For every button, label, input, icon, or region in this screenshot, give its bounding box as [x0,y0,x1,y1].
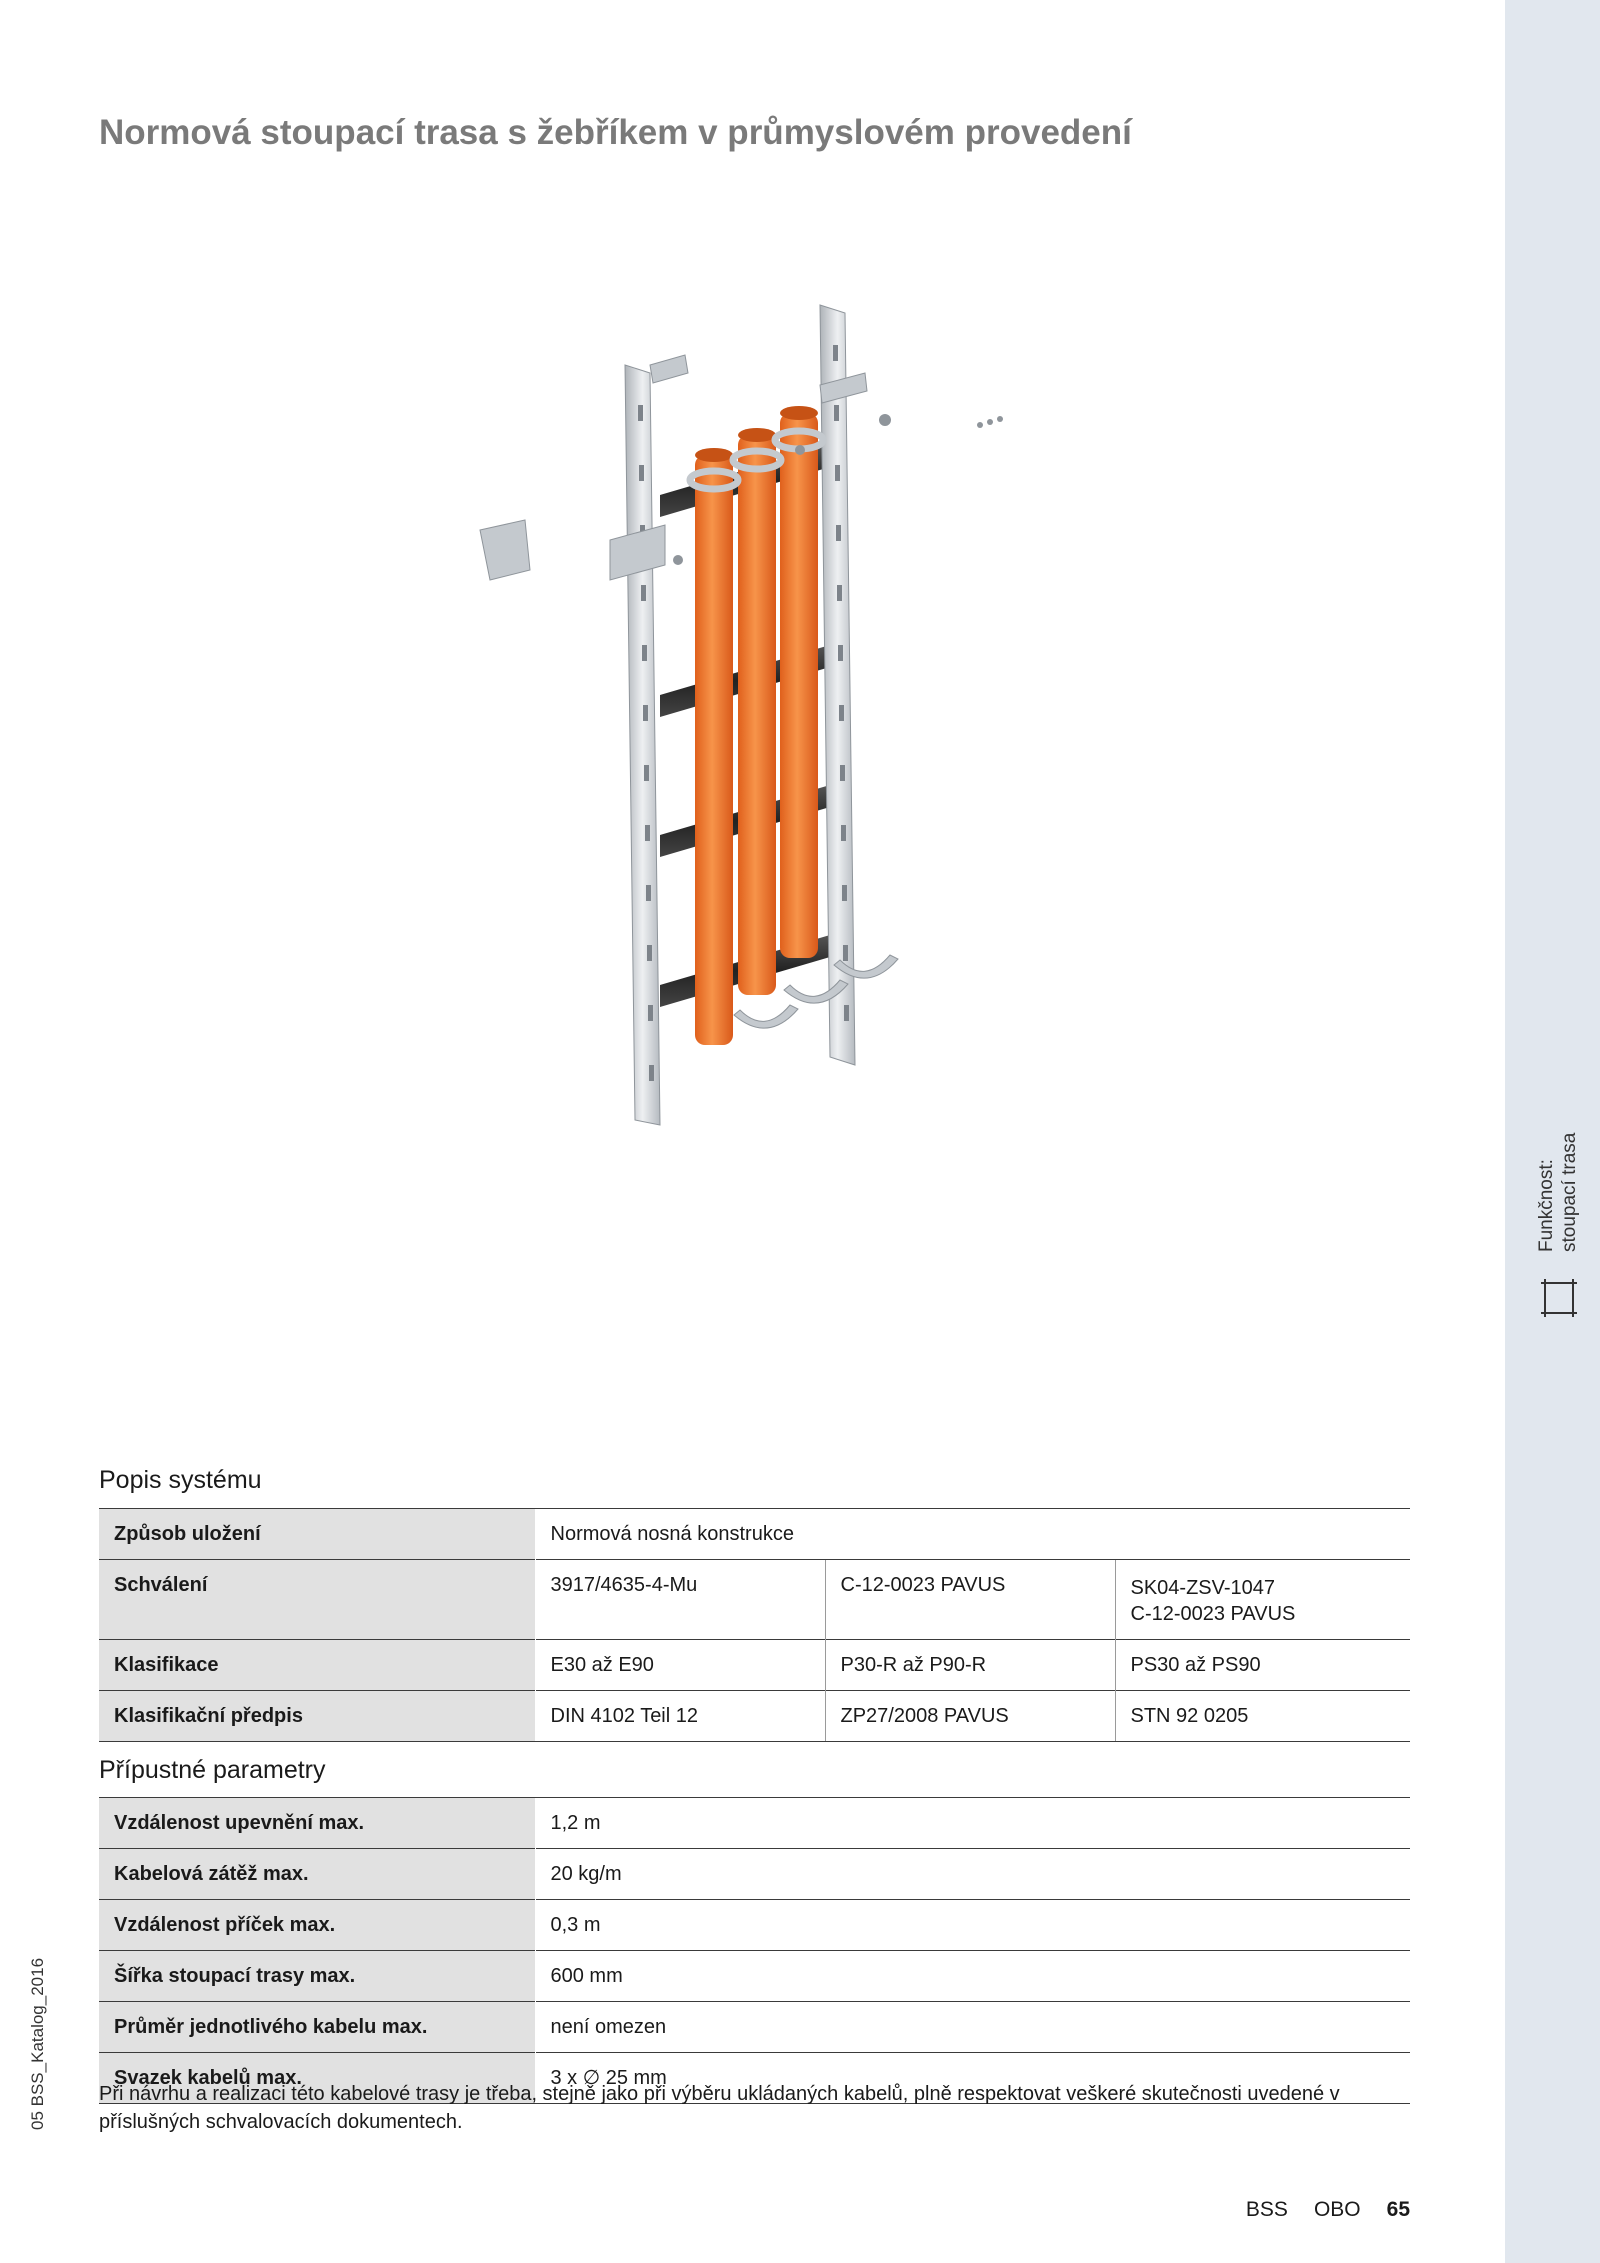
row-value: C-12-0023 PAVUS [825,1560,1115,1640]
row-value: STN 92 0205 [1115,1691,1410,1742]
param-value: 0,3 m [535,1900,1410,1951]
row-value: Normová nosná konstrukce [535,1509,1410,1560]
row-value: P30-R až P90-R [825,1640,1115,1691]
ladder-icon [1537,1275,1583,1321]
param-label: Průměr jednotlivého kabelu max. [99,2002,535,2053]
param-label: Svazek kabelů max. [99,2053,535,2104]
row-value: ZP27/2008 PAVUS [825,1691,1115,1742]
row-label: Schválení [99,1560,535,1640]
row-label: Způsob uložení [99,1509,535,1560]
table-row [99,1900,1410,1951]
system-description-table [99,1508,1410,1742]
row-label: Klasifikace [99,1640,535,1691]
riser-ladder-illustration [470,295,1010,1155]
param-label: Šířka stoupací trasy max. [99,1951,535,2002]
brand-bss: BSS [1245,2198,1288,2221]
row-value: SK04-ZSV-1047 C-12-0023 PAVUS [1115,1560,1410,1640]
side-function-label [1535,1012,1581,1252]
table-row [99,1560,1410,1640]
page-number: 65 [1386,2198,1410,2221]
param-value: 3 x ∅ 25 mm [535,2053,1410,2104]
catalog-code: 05 BSS_Katalog_2016 [28,1957,47,2130]
table-row [99,1509,1410,1560]
param-value: 600 mm [535,1951,1410,2002]
table-row [99,1951,1410,2002]
param-label: Kabelová zátěž max. [99,1849,535,1900]
table-row [99,1691,1410,1742]
brand-obo: OBO [1313,2198,1361,2221]
param-value: 20 kg/m [535,1849,1410,1900]
param-label: Vzdálenost upevnění max. [99,1798,535,1849]
orange-conduits [695,406,818,1045]
side-label-line2: stoupací trasa [1559,1132,1580,1252]
installation-note: Při návrhu a realizaci této kabelové trasy je třeba, stejně jako při výběru ukládaných kabelů, plně respektovat veškeré skutečnosti uvedené v příslušných schvalovacích dokumentech. [99,2083,1340,2133]
allowed-parameters-heading: Přípustné parametry [99,1756,326,1784]
page-title: Normová stoupací trasa s žebříkem v průmyslovém provedení [99,113,1132,152]
table-row [99,1798,1410,1849]
row-value: 3917/4635-4-Mu [535,1560,825,1640]
allowed-parameters-table [99,1797,1410,2104]
row-value: DIN 4102 Teil 12 [535,1691,825,1742]
param-value: není omezen [535,2002,1410,2053]
row-value: E30 až E90 [535,1640,825,1691]
table-row [99,1849,1410,1900]
row-value: PS30 až PS90 [1115,1640,1410,1691]
system-description-heading: Popis systému [99,1466,262,1494]
table-row [99,2002,1410,2053]
row-label: Klasifikační předpis [99,1691,535,1742]
side-label-line1: Funkčnost: [1536,1159,1557,1252]
table-row [99,1640,1410,1691]
param-value: 1,2 m [535,1798,1410,1849]
page-footer [1246,2198,1410,2222]
param-label: Vzdálenost příček max. [99,1900,535,1951]
